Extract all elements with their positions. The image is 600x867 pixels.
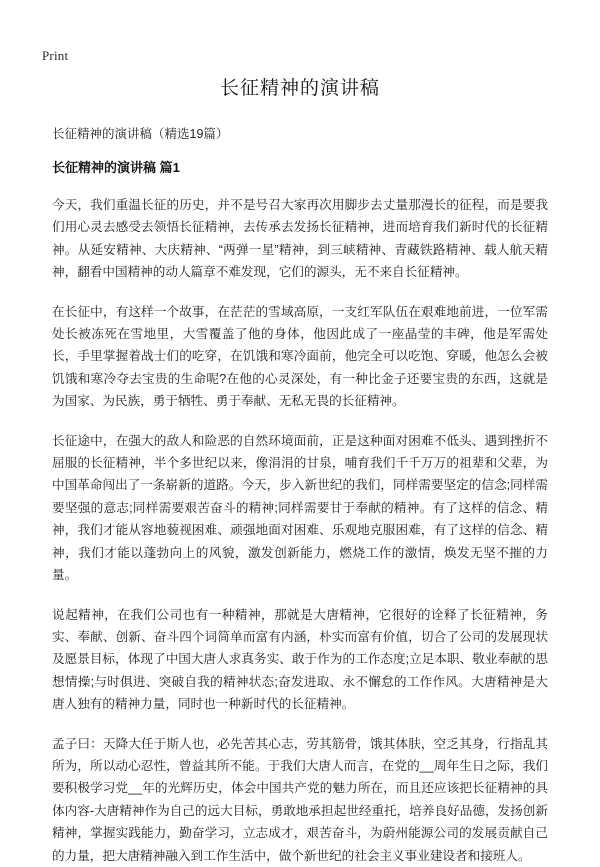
document-body [52, 76, 548, 867]
print-button[interactable]: Print [42, 48, 69, 63]
body-paragraph: 孟子曰：天降大任于斯人也，必先苦其心志，劳其筋骨，饿其体肤，空乏其身，行指乱其所为，所以动心忍性，曾益其所不能。于我们大唐人而言，在党的__周年生日之际，我们要积极学习党__年的光辉历史，体会中国共产党的魅力所在，而且还应该把长征精神的具体内容-大唐精神作为自己的远大目标，勇敢地承担起世经重托，培养良好品德，发扬创新精神，掌握实践能力，勤奋学习，立志成才，艰苦奋斗，为蔚州能源公司的发展贡献自己的力量，把大唐精神融入到工作生活中，做个新世纪的社会主义事业建设者和接班人。 [52, 736, 548, 863]
body-paragraph: 长征途中，在强大的敌人和险恶的自然环境面前，正是这种面对困难不低头、遇到挫折不屈服的长征精神，半个多世纪以来，像涓涓的甘泉，哺育我们千千万万的祖辈和父辈，为中国革命闯出了一条崭新的道路。今天，步入新世纪的我们，同样需要坚定的信念;同样需要坚强的意志;同样需要艰苦奋斗的精神;同样需要甘于奉献的精神。有了这样的信念、精神，我们才能从容地藐视困难、顽强地面对困难、乐观地克服困难，有了这样的信念、精神，我们才能以蓬勃向上的风貌，激发创新能力，燃烧工作的激情，焕发无坚不摧的力量。 [52, 433, 548, 583]
body-paragraph: 在长征中，有这样一个故事，在茫茫的雪域高原，一支红军队伍在艰难地前进，一位军需处长被冻死在雪地里，大雪覆盖了他的身体，他因此成了一座晶莹的丰碑，他是军需处长，手里掌握着战士们的吃穿，在饥饿和寒冷面前，他完全可以吃饱、穿暖，他怎么会被饥饿和寒冷夺去宝贵的生命呢?在他的心灵深处，有一种比金子还要宝贵的东西，这就是为国家、为民族，勇于牺牲、勇于奉献、无私无畏的长征精神。 [52, 304, 548, 409]
body-paragraph: 今天，我们重温长征的历史，并不是号召大家再次用脚步去丈量那漫长的征程，而是要我们用心灵去感受去领悟长征精神，去传承去发扬长征精神，进而培育我们新时代的长征精神。从延安精神、大庆精神、“两弹一星”精神，到三峡精神、青藏铁路精神、载人航天精神，翻看中国精神的动人篇章不难发现，它们的源头，无不来自长征精神。 [52, 198, 548, 280]
document-subtitle: 长征精神的演讲稿（精选19篇） [52, 127, 229, 141]
section-heading: 长征精神的演讲稿 篇1 [52, 160, 180, 175]
body-paragraph: 说起精神，在我们公司也有一种精神，那就是大唐精神，它很好的诠释了长征精神，务实、奉献、创新、奋斗四个词简单而富有内涵，朴实而富有价值，切合了公司的发展现状及愿景目标，体现了中国大唐人求真务实、敢于作为的工作态度;立足本职、敬业奉献的思想情操;与时俱进、突破自我的精神状态;奋发进取、永不懈怠的工作作风。大唐精神是大唐人独有的精神力量，同时也一种新时代的长征精神。 [52, 607, 548, 712]
page-title: 长征精神的演讲稿 [219, 78, 380, 99]
